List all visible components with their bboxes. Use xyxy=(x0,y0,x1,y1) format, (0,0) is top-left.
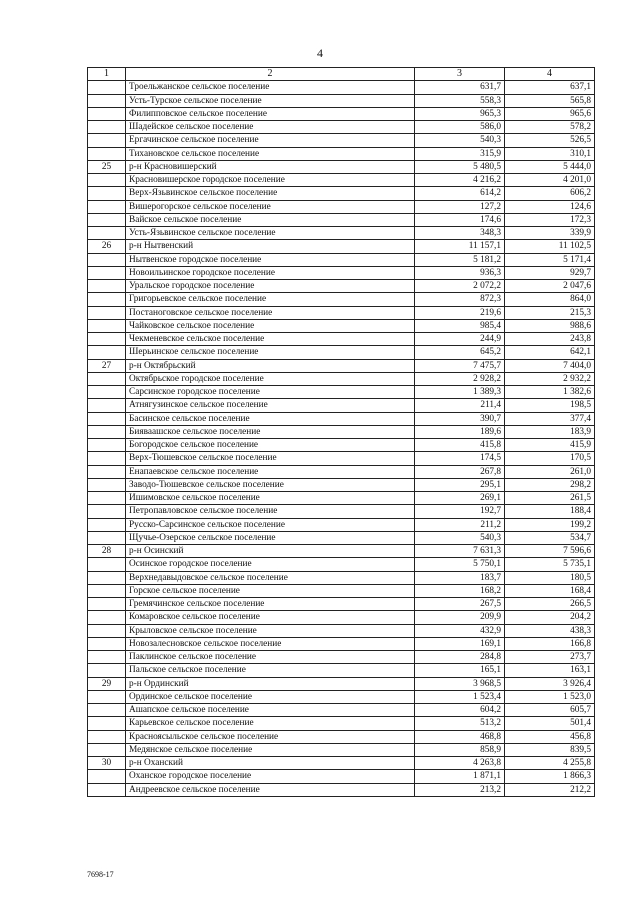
settlement-name-cell: Ашапское сельское поселение xyxy=(126,704,415,717)
value-column-4-cell: 124,6 xyxy=(505,200,595,213)
settlement-name-cell: Пальское сельское поселение xyxy=(126,664,415,677)
table-row xyxy=(88,545,595,558)
value-column-3-cell: 211,4 xyxy=(415,399,505,412)
value-column-3-cell: 936,3 xyxy=(415,266,505,279)
table-row xyxy=(88,598,595,611)
settlement-name-cell: Горское сельское поселение xyxy=(126,584,415,597)
row-number-cell xyxy=(88,187,126,200)
settlement-name-cell: Новозалесновское сельское поселение xyxy=(126,637,415,650)
value-column-4-cell: 199,2 xyxy=(505,518,595,531)
settlement-name-cell: Верхнедавыдовское сельское поселение xyxy=(126,571,415,584)
row-number-cell xyxy=(88,399,126,412)
table-row xyxy=(88,757,595,770)
table-row xyxy=(88,412,595,425)
settlement-name-cell: Верх-Тюшевское сельское поселение xyxy=(126,452,415,465)
row-number-cell xyxy=(88,730,126,743)
table-row xyxy=(88,651,595,664)
row-number-cell xyxy=(88,690,126,703)
row-number-cell xyxy=(88,717,126,730)
table-row xyxy=(88,505,595,518)
row-number-cell xyxy=(88,651,126,664)
document-code: 7698-17 xyxy=(87,870,114,879)
settlement-name-cell: Троельжанское сельское поселение xyxy=(126,81,415,94)
settlement-name-cell: Усть-Язьвинское сельское поселение xyxy=(126,227,415,240)
table-row xyxy=(88,439,595,452)
table-row xyxy=(88,717,595,730)
settlement-name-cell: р-н Осинский xyxy=(126,545,415,558)
value-column-4-cell: 170,5 xyxy=(505,452,595,465)
row-number-cell xyxy=(88,637,126,650)
value-column-4-cell: 5 444,0 xyxy=(505,160,595,173)
value-column-3-cell: 169,1 xyxy=(415,637,505,650)
row-number-cell xyxy=(88,200,126,213)
table-row xyxy=(88,359,595,372)
value-column-4-cell: 172,3 xyxy=(505,213,595,226)
row-number-cell xyxy=(88,134,126,147)
table-row xyxy=(88,704,595,717)
value-column-3-cell: 189,6 xyxy=(415,425,505,438)
table-row xyxy=(88,160,595,173)
row-number-cell xyxy=(88,372,126,385)
settlement-name-cell: Красноясыльское сельское поселение xyxy=(126,730,415,743)
value-column-3-cell: 3 968,5 xyxy=(415,677,505,690)
value-column-4-cell: 4 201,0 xyxy=(505,174,595,187)
row-number-cell xyxy=(88,280,126,293)
value-column-4-cell: 273,7 xyxy=(505,651,595,664)
value-column-3-cell: 858,9 xyxy=(415,743,505,756)
value-column-4-cell: 215,3 xyxy=(505,306,595,319)
value-column-3-cell: 5 181,2 xyxy=(415,253,505,266)
value-column-4-cell: 565,8 xyxy=(505,94,595,107)
value-column-3-cell: 1 389,3 xyxy=(415,386,505,399)
settlement-name-cell: Осинское городское поселение xyxy=(126,558,415,571)
table-row xyxy=(88,584,595,597)
table-row xyxy=(88,399,595,412)
table-row xyxy=(88,94,595,107)
value-column-3-cell: 872,3 xyxy=(415,293,505,306)
value-column-3-cell: 1 871,1 xyxy=(415,770,505,783)
value-column-4-cell: 168,4 xyxy=(505,584,595,597)
value-column-3-cell: 315,9 xyxy=(415,147,505,160)
row-number-cell xyxy=(88,743,126,756)
value-column-3-cell: 604,2 xyxy=(415,704,505,717)
value-column-4-cell: 166,8 xyxy=(505,637,595,650)
row-number-cell xyxy=(88,439,126,452)
value-column-4-cell: 606,2 xyxy=(505,187,595,200)
table-row xyxy=(88,465,595,478)
column-header-4: 4 xyxy=(505,68,595,81)
row-number-cell xyxy=(88,624,126,637)
value-column-4-cell: 1 523,0 xyxy=(505,690,595,703)
table-row xyxy=(88,253,595,266)
row-number-cell xyxy=(88,611,126,624)
table-row xyxy=(88,783,595,796)
table-row xyxy=(88,187,595,200)
value-column-3-cell: 11 157,1 xyxy=(415,240,505,253)
value-column-4-cell: 188,4 xyxy=(505,505,595,518)
value-column-3-cell: 213,2 xyxy=(415,783,505,796)
table-row xyxy=(88,571,595,584)
value-column-3-cell: 165,1 xyxy=(415,664,505,677)
value-column-3-cell: 183,7 xyxy=(415,571,505,584)
settlement-name-cell: Вишерогорское сельское поселение xyxy=(126,200,415,213)
value-column-3-cell: 4 263,8 xyxy=(415,757,505,770)
value-column-3-cell: 269,1 xyxy=(415,492,505,505)
settlement-name-cell: Комаровское сельское поселение xyxy=(126,611,415,624)
value-column-4-cell: 605,7 xyxy=(505,704,595,717)
table-row xyxy=(88,346,595,359)
settlement-name-cell: Атнягузинское сельское поселение xyxy=(126,399,415,412)
row-number-cell xyxy=(88,478,126,491)
table-row xyxy=(88,81,595,94)
row-number-cell xyxy=(88,571,126,584)
row-number-cell: 25 xyxy=(88,160,126,173)
value-column-3-cell: 4 216,2 xyxy=(415,174,505,187)
row-number-cell xyxy=(88,518,126,531)
value-column-3-cell: 586,0 xyxy=(415,121,505,134)
table-row xyxy=(88,293,595,306)
settlement-name-cell: р-н Нытвенский xyxy=(126,240,415,253)
settlement-name-cell: Оханское городское поселение xyxy=(126,770,415,783)
settlement-name-cell: Новоильинское городское поселение xyxy=(126,266,415,279)
settlement-name-cell: Верх-Язьвинское сельское поселение xyxy=(126,187,415,200)
value-column-4-cell: 310,1 xyxy=(505,147,595,160)
value-column-3-cell: 219,6 xyxy=(415,306,505,319)
value-column-3-cell: 267,8 xyxy=(415,465,505,478)
value-column-4-cell: 266,5 xyxy=(505,598,595,611)
settlement-name-cell: Ергачинское сельское поселение xyxy=(126,134,415,147)
value-column-3-cell: 540,3 xyxy=(415,134,505,147)
table-row xyxy=(88,690,595,703)
table-row xyxy=(88,558,595,571)
row-number-cell xyxy=(88,81,126,94)
settlement-name-cell: Усть-Турское сельское поселение xyxy=(126,94,415,107)
value-column-3-cell: 631,7 xyxy=(415,81,505,94)
value-column-4-cell: 501,4 xyxy=(505,717,595,730)
value-column-4-cell: 2 047,6 xyxy=(505,280,595,293)
settlement-name-cell: Енапаевское сельское поселение xyxy=(126,465,415,478)
value-column-4-cell: 377,4 xyxy=(505,412,595,425)
value-column-4-cell: 1 866,3 xyxy=(505,770,595,783)
row-number-cell xyxy=(88,783,126,796)
value-column-4-cell: 243,8 xyxy=(505,333,595,346)
value-column-4-cell: 637,1 xyxy=(505,81,595,94)
row-number-cell xyxy=(88,333,126,346)
row-number-cell xyxy=(88,266,126,279)
value-column-3-cell: 211,2 xyxy=(415,518,505,531)
value-column-4-cell: 261,0 xyxy=(505,465,595,478)
settlement-name-cell: Чайковское сельское поселение xyxy=(126,319,415,332)
settlement-name-cell: Григорьевское сельское поселение xyxy=(126,293,415,306)
value-column-4-cell: 965,6 xyxy=(505,107,595,120)
value-column-4-cell: 3 926,4 xyxy=(505,677,595,690)
value-column-3-cell: 7 475,7 xyxy=(415,359,505,372)
settlement-name-cell: Басинское сельское поселение xyxy=(126,412,415,425)
value-column-3-cell: 432,9 xyxy=(415,624,505,637)
row-number-cell xyxy=(88,386,126,399)
table-row xyxy=(88,386,595,399)
row-number-cell xyxy=(88,306,126,319)
settlement-name-cell: Ишимовское сельское поселение xyxy=(126,492,415,505)
table-row xyxy=(88,372,595,385)
column-header-2: 2 xyxy=(126,68,415,81)
value-column-3-cell: 390,7 xyxy=(415,412,505,425)
table-row xyxy=(88,452,595,465)
value-column-3-cell: 540,3 xyxy=(415,531,505,544)
settlement-name-cell: р-н Октябрьский xyxy=(126,359,415,372)
column-header-3: 3 xyxy=(415,68,505,81)
value-column-3-cell: 415,8 xyxy=(415,439,505,452)
value-column-4-cell: 438,3 xyxy=(505,624,595,637)
row-number-cell xyxy=(88,319,126,332)
row-number-cell xyxy=(88,121,126,134)
value-column-3-cell: 174,5 xyxy=(415,452,505,465)
value-column-4-cell: 642,1 xyxy=(505,346,595,359)
table-row xyxy=(88,121,595,134)
row-number-cell xyxy=(88,213,126,226)
value-column-4-cell: 180,5 xyxy=(505,571,595,584)
value-column-3-cell: 7 631,3 xyxy=(415,545,505,558)
value-column-3-cell: 985,4 xyxy=(415,319,505,332)
table-row xyxy=(88,200,595,213)
settlement-name-cell: Октябрьское городское поселение xyxy=(126,372,415,385)
value-column-4-cell: 5 735,1 xyxy=(505,558,595,571)
value-column-3-cell: 513,2 xyxy=(415,717,505,730)
value-column-4-cell: 298,2 xyxy=(505,478,595,491)
settlement-name-cell: Красновишерское городское поселение xyxy=(126,174,415,187)
settlement-name-cell: Бияваашское сельское поселение xyxy=(126,425,415,438)
value-column-3-cell: 267,5 xyxy=(415,598,505,611)
value-column-4-cell: 1 382,6 xyxy=(505,386,595,399)
value-column-3-cell: 127,2 xyxy=(415,200,505,213)
row-number-cell xyxy=(88,505,126,518)
value-column-4-cell: 415,9 xyxy=(505,439,595,452)
row-number-cell xyxy=(88,425,126,438)
value-column-4-cell: 183,9 xyxy=(505,425,595,438)
value-column-3-cell: 2 072,2 xyxy=(415,280,505,293)
table-row xyxy=(88,518,595,531)
settlement-name-cell: Заводо-Тюшевское сельское поселение xyxy=(126,478,415,491)
value-column-3-cell: 1 523,4 xyxy=(415,690,505,703)
settlement-name-cell: Тихановское сельское поселение xyxy=(126,147,415,160)
row-number-cell xyxy=(88,293,126,306)
settlement-name-cell: Уральское городское поселение xyxy=(126,280,415,293)
value-column-3-cell: 965,3 xyxy=(415,107,505,120)
table-row xyxy=(88,266,595,279)
value-column-3-cell: 174,6 xyxy=(415,213,505,226)
table-row xyxy=(88,478,595,491)
page-number: 4 xyxy=(317,46,323,60)
table-row xyxy=(88,240,595,253)
value-column-4-cell: 204,2 xyxy=(505,611,595,624)
column-header-1: 1 xyxy=(88,68,126,81)
table-row xyxy=(88,280,595,293)
row-number-cell xyxy=(88,664,126,677)
row-number-cell xyxy=(88,412,126,425)
settlement-name-cell: Андреевское сельское поселение xyxy=(126,783,415,796)
table-row xyxy=(88,624,595,637)
settlement-name-cell: Шерьинское сельское поселение xyxy=(126,346,415,359)
table-row xyxy=(88,425,595,438)
settlement-name-cell: Паклинское сельское поселение xyxy=(126,651,415,664)
value-column-3-cell: 209,9 xyxy=(415,611,505,624)
value-column-4-cell: 212,2 xyxy=(505,783,595,796)
value-column-3-cell: 348,3 xyxy=(415,227,505,240)
table-row xyxy=(88,664,595,677)
table-row xyxy=(88,107,595,120)
settlement-name-cell: Карьевское сельское поселение xyxy=(126,717,415,730)
value-column-3-cell: 5 750,1 xyxy=(415,558,505,571)
value-column-3-cell: 295,1 xyxy=(415,478,505,491)
value-column-4-cell: 11 102,5 xyxy=(505,240,595,253)
settlement-name-cell: Щучье-Озерское сельское поселение xyxy=(126,531,415,544)
settlement-name-cell: Вайское сельское поселение xyxy=(126,213,415,226)
row-number-cell xyxy=(88,452,126,465)
row-number-cell xyxy=(88,465,126,478)
row-number-cell xyxy=(88,584,126,597)
table-row xyxy=(88,492,595,505)
value-column-4-cell: 163,1 xyxy=(505,664,595,677)
settlement-name-cell: Ординское сельское поселение xyxy=(126,690,415,703)
settlement-name-cell: Русско-Сарсинское сельское поселение xyxy=(126,518,415,531)
row-number-cell xyxy=(88,598,126,611)
settlement-name-cell: Чекменевское сельское поселение xyxy=(126,333,415,346)
row-number-cell: 27 xyxy=(88,359,126,372)
value-column-4-cell: 339,9 xyxy=(505,227,595,240)
value-column-3-cell: 168,2 xyxy=(415,584,505,597)
value-column-4-cell: 4 255,8 xyxy=(505,757,595,770)
value-column-3-cell: 468,8 xyxy=(415,730,505,743)
settlement-name-cell: Медянское сельское поселение xyxy=(126,743,415,756)
row-number-cell: 28 xyxy=(88,545,126,558)
row-number-cell xyxy=(88,107,126,120)
table-row xyxy=(88,147,595,160)
table-row xyxy=(88,134,595,147)
settlement-name-cell: Шадейское сельское поселение xyxy=(126,121,415,134)
settlement-name-cell: Крыловское сельское поселение xyxy=(126,624,415,637)
row-number-cell xyxy=(88,253,126,266)
value-column-4-cell: 7 404,0 xyxy=(505,359,595,372)
settlement-name-cell: р-н Оханский xyxy=(126,757,415,770)
row-number-cell xyxy=(88,227,126,240)
row-number-cell: 30 xyxy=(88,757,126,770)
value-column-3-cell: 2 928,2 xyxy=(415,372,505,385)
row-number-cell xyxy=(88,770,126,783)
table-body xyxy=(88,81,595,797)
settlement-name-cell: р-н Красновишерский xyxy=(126,160,415,173)
row-number-cell xyxy=(88,492,126,505)
table-row xyxy=(88,770,595,783)
value-column-4-cell: 526,5 xyxy=(505,134,595,147)
settlement-name-cell: Сарсинское городское поселение xyxy=(126,386,415,399)
value-column-3-cell: 284,8 xyxy=(415,651,505,664)
value-column-4-cell: 7 596,6 xyxy=(505,545,595,558)
settlement-name-cell: Нытвенское городское поселение xyxy=(126,253,415,266)
value-column-4-cell: 261,5 xyxy=(505,492,595,505)
value-column-4-cell: 578,2 xyxy=(505,121,595,134)
settlement-name-cell: Постаноговское сельское поселение xyxy=(126,306,415,319)
table-row xyxy=(88,213,595,226)
table-row xyxy=(88,743,595,756)
row-number-cell: 26 xyxy=(88,240,126,253)
settlement-name-cell: Богородское сельское поселение xyxy=(126,439,415,452)
row-number-cell xyxy=(88,147,126,160)
row-number-cell xyxy=(88,94,126,107)
value-column-4-cell: 456,8 xyxy=(505,730,595,743)
table-row xyxy=(88,333,595,346)
settlement-name-cell: Филипповское сельское поселение xyxy=(126,107,415,120)
value-column-4-cell: 534,7 xyxy=(505,531,595,544)
settlement-name-cell: Гремячинское сельское поселение xyxy=(126,598,415,611)
table-row xyxy=(88,227,595,240)
value-column-3-cell: 5 480,5 xyxy=(415,160,505,173)
table-row xyxy=(88,637,595,650)
value-column-4-cell: 864,0 xyxy=(505,293,595,306)
settlement-name-cell: р-н Ординский xyxy=(126,677,415,690)
value-column-3-cell: 244,9 xyxy=(415,333,505,346)
row-number-cell xyxy=(88,531,126,544)
value-column-3-cell: 192,7 xyxy=(415,505,505,518)
value-column-3-cell: 558,3 xyxy=(415,94,505,107)
value-column-4-cell: 2 932,2 xyxy=(505,372,595,385)
table-row xyxy=(88,730,595,743)
table-row xyxy=(88,677,595,690)
row-number-cell xyxy=(88,704,126,717)
value-column-4-cell: 988,6 xyxy=(505,319,595,332)
value-column-3-cell: 614,2 xyxy=(415,187,505,200)
value-column-4-cell: 198,5 xyxy=(505,399,595,412)
table-row xyxy=(88,319,595,332)
row-number-cell xyxy=(88,174,126,187)
table-row xyxy=(88,306,595,319)
settlement-name-cell: Петропавловское сельское поселение xyxy=(126,505,415,518)
value-column-3-cell: 645,2 xyxy=(415,346,505,359)
table-row xyxy=(88,611,595,624)
value-column-4-cell: 929,7 xyxy=(505,266,595,279)
table-row xyxy=(88,174,595,187)
row-number-cell: 29 xyxy=(88,677,126,690)
value-column-4-cell: 839,5 xyxy=(505,743,595,756)
row-number-cell xyxy=(88,558,126,571)
budget-table xyxy=(87,67,595,797)
value-column-4-cell: 5 171,4 xyxy=(505,253,595,266)
header-row xyxy=(88,68,595,81)
table-row xyxy=(88,531,595,544)
row-number-cell xyxy=(88,346,126,359)
